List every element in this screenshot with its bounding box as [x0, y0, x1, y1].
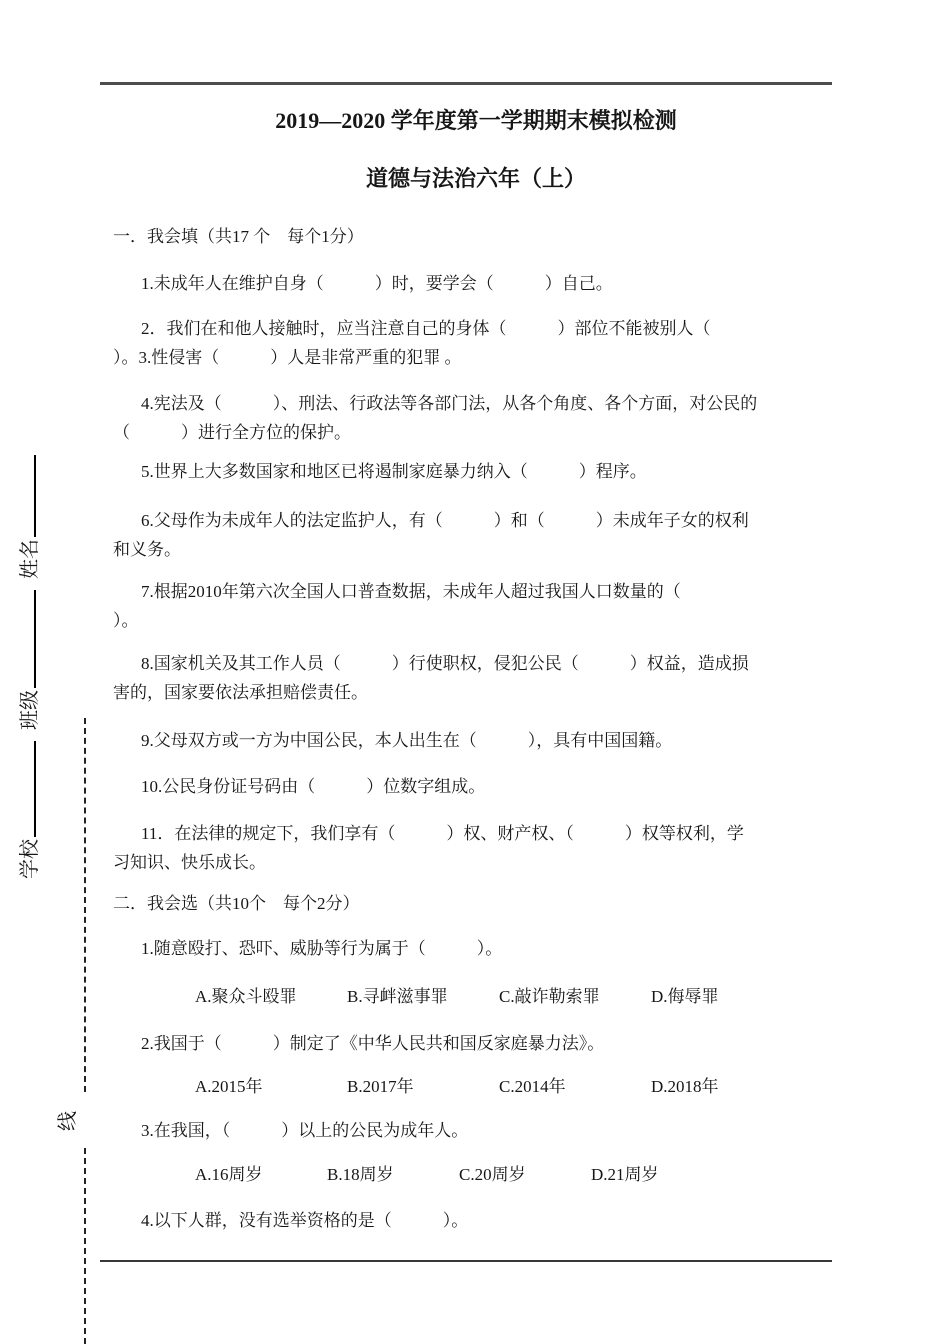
- question-line-continuation: 害的，国家要依法承担赔偿责任。: [113, 683, 368, 702]
- section1-question-6: [113, 506, 839, 564]
- question-line: 1.未成年人在维护自身（ ）时，要学会（ ）自己。: [141, 274, 613, 293]
- option-b: B.18周岁: [327, 1165, 394, 1184]
- option-c: C.2014年: [499, 1077, 566, 1096]
- option-b: B.寻衅滋事罪: [347, 987, 448, 1006]
- question-line: 4.以下人群，没有选举资格的是（ ）。: [141, 1211, 469, 1230]
- bottom-rule: [100, 1260, 832, 1262]
- section2-question-1-options: [113, 982, 921, 1011]
- page-title: 2019—2020 学年度第一学期期末模拟检测: [275, 108, 677, 133]
- page-subtitle: 道德与法治六年（上）: [365, 166, 586, 191]
- question-line: 5.世界上大多数国家和地区已将遏制家庭暴力纳入（ ）程序。: [141, 462, 647, 481]
- seal-dashed-line-bottom: [84, 1148, 86, 1344]
- section1-question-9: [113, 726, 839, 755]
- top-rule: [100, 82, 832, 85]
- section2-question-3-options: [113, 1160, 921, 1189]
- section1-question-10: [113, 772, 839, 801]
- option-c: C.20周岁: [459, 1165, 526, 1184]
- option-c: C.敲诈勒索罪: [499, 987, 600, 1006]
- section1-question-1: [113, 269, 839, 298]
- seal-dashed-line-top: [84, 718, 86, 1092]
- section1-question-2-3: [113, 314, 839, 372]
- question-line: 3.在我国，（ ）以上的公民为成年人。: [141, 1121, 469, 1140]
- section1-question-4: [113, 389, 839, 447]
- section1-question-5: [113, 457, 839, 486]
- section1-header: [113, 222, 839, 251]
- question-line-continuation: 习知识、快乐成长。: [113, 853, 266, 872]
- question-line-continuation: （ ）进行全方位的保护。: [113, 423, 351, 442]
- option-a: A.聚众斗殴罪: [195, 987, 297, 1006]
- section2-question-2-options: [113, 1072, 921, 1101]
- option-b: B.2017年: [347, 1077, 414, 1096]
- question-line: 6.父母作为未成年人的法定监护人，有（ ）和（ ）未成年子女的权利: [141, 511, 749, 530]
- seal-line-label: 线: [57, 1111, 79, 1131]
- class-label: 班级: [19, 690, 41, 730]
- section2-question-1: [113, 934, 839, 963]
- question-line: 2．我们在和他人接触时，应当注意自己的身体（ ）部位不能被别人（: [141, 319, 711, 338]
- section-header-text: 一．我会填（共17 个 每个1分）: [113, 227, 364, 246]
- option-a: A.16周岁: [195, 1165, 263, 1184]
- question-line: 8.国家机关及其工作人员（ ）行使职权，侵犯公民（ ）权益，造成损: [141, 654, 749, 673]
- question-line-continuation: ）。3.性侵害（ ）人是非常严重的犯罪 。: [113, 348, 462, 367]
- name-label: 姓名: [19, 539, 41, 579]
- section1-question-7: [113, 577, 839, 635]
- section1-question-8: [113, 649, 839, 707]
- question-line: 10.公民身份证号码由（ ）位数字组成。: [141, 777, 486, 796]
- question-line-continuation: ）。: [113, 611, 139, 630]
- option-d: D.侮辱罪: [651, 987, 719, 1006]
- section2-question-3: [113, 1116, 839, 1145]
- section2-question-4: [113, 1206, 839, 1235]
- school-blank-line: [14, 741, 36, 837]
- student-info-column: [14, 449, 42, 879]
- question-line: 2.我国于（ ）制定了《中华人民共和国反家庭暴力法》。: [141, 1034, 605, 1053]
- school-label: 学校: [19, 839, 41, 879]
- option-d: D.21周岁: [591, 1165, 659, 1184]
- section2-question-2: [113, 1029, 839, 1058]
- option-a: A.2015年: [195, 1077, 263, 1096]
- option-d: D.2018年: [651, 1077, 719, 1096]
- question-line: 11．在法律的规定下，我们享有（ ）权、财产权、（ ）权等权利，学: [141, 824, 744, 843]
- question-line: 1.随意殴打、恐吓、威胁等行为属于（ ）。: [141, 939, 503, 958]
- class-blank-line: [14, 590, 36, 688]
- section-header-text: 二．我会选（共10个 每个2分）: [113, 894, 360, 913]
- question-line: 9.父母双方或一方为中国公民，本人出生在（ ），具有中国国籍。: [141, 731, 673, 750]
- section1-question-11: [113, 819, 839, 877]
- section2-header: [113, 889, 839, 918]
- name-blank-line: [14, 455, 36, 537]
- question-line: 7.根据2010年第六次全国人口普查数据，未成年人超过我国人口数量的（: [141, 582, 681, 601]
- question-line: 4.宪法及（ ）、刑法、行政法等各部门法，从各个角度、各个方面，对公民的: [141, 394, 758, 413]
- question-line-continuation: 和义务。: [113, 540, 181, 559]
